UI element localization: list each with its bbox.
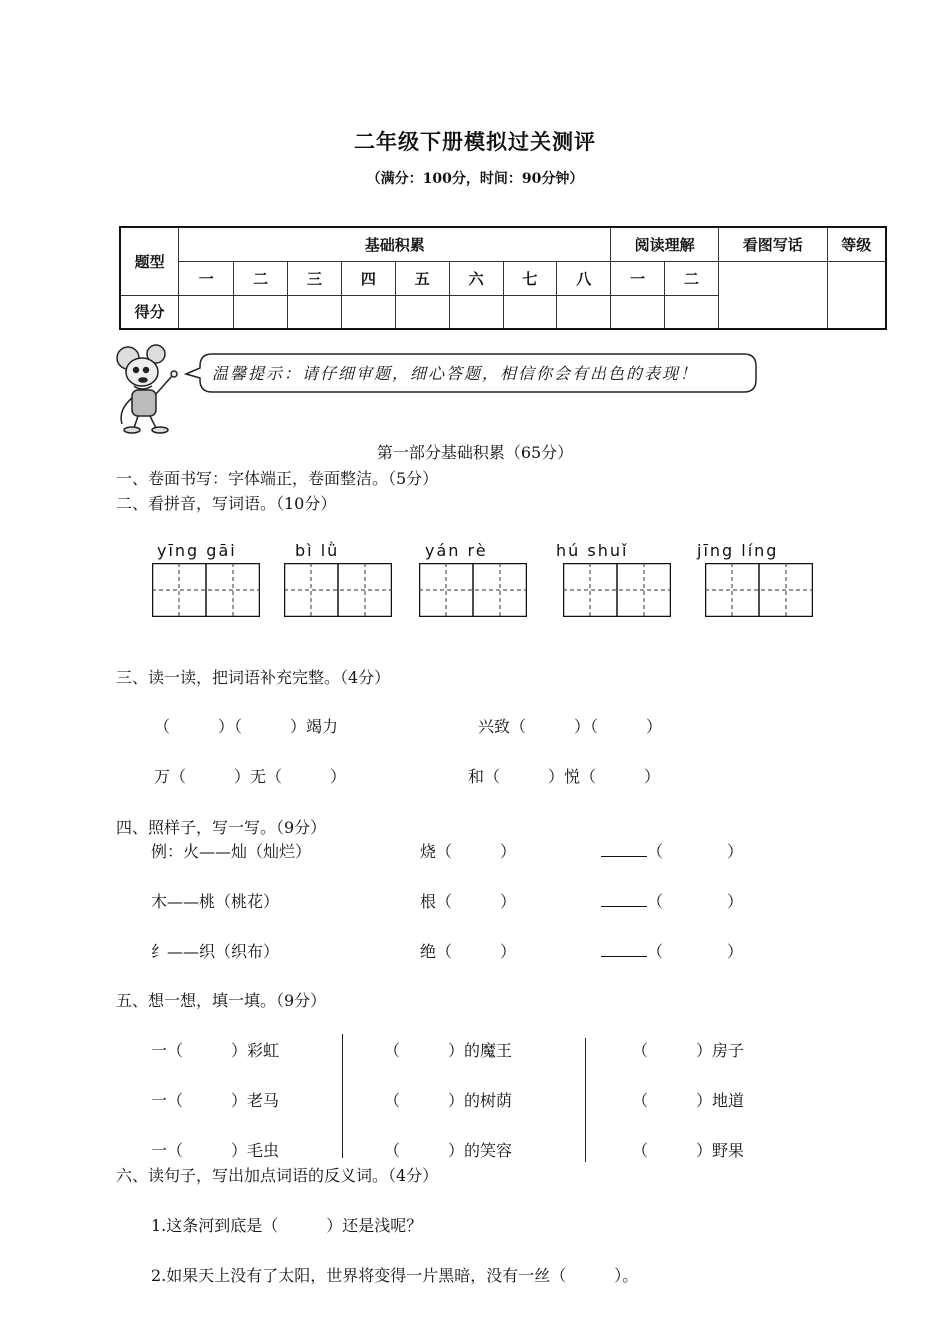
col-basic-2: 二: [234, 261, 288, 295]
pinyin-2: bì lǜ: [295, 541, 340, 560]
score-cell[interactable]: [234, 295, 288, 329]
q6-title: 六、读句子，写出加点词语的反义词。（4分）: [116, 1166, 439, 1185]
q4-tail-3[interactable]: （ ）: [647, 942, 744, 961]
grade-cell[interactable]: [827, 261, 886, 329]
q4-char-1[interactable]: 烧（ ）: [420, 842, 517, 861]
q4-char-3[interactable]: 绝（ ）: [420, 942, 517, 961]
group-reading: 阅读理解: [611, 227, 719, 261]
q6-sentence-2[interactable]: 2.如果天上没有了太阳，世界将变得一片黑暗，没有一丝（ ）。: [151, 1266, 639, 1285]
pinyin-4: hú shuǐ: [556, 541, 629, 560]
col-reading-1: 一: [611, 261, 665, 295]
q5-col1-item-2[interactable]: 一（ ）老马: [151, 1091, 280, 1110]
column-divider: [342, 1034, 343, 1158]
q4-answer-3[interactable]: [601, 939, 743, 962]
q4-answer-1[interactable]: [601, 839, 743, 862]
q4-title: 四、照样子，写一写。（9分）: [116, 818, 327, 837]
score-cell[interactable]: [611, 295, 665, 329]
q5-col3-item-1[interactable]: （ ）房子: [632, 1041, 745, 1060]
q3-row1-left[interactable]: （ ）（ ）竭力: [154, 717, 339, 736]
q3-row1-right[interactable]: 兴致（ ）（ ）: [478, 717, 663, 736]
col-basic-8: 八: [557, 261, 611, 295]
q6-sentence-1[interactable]: 1.这条河到底是（ ）还是浅呢？: [151, 1216, 423, 1235]
q3-title: 三、读一读，把词语补充完整。（4分）: [116, 668, 391, 687]
q4-answer-2[interactable]: [601, 889, 743, 912]
col-basic-5: 五: [395, 261, 449, 295]
writing-grid-3[interactable]: [419, 563, 527, 617]
col-basic-7: 七: [503, 261, 557, 295]
q5-col2-item-3[interactable]: （ ）的笑容: [384, 1141, 513, 1160]
q5-col2-item-2[interactable]: （ ）的树荫: [384, 1091, 513, 1110]
row-label-type: 题型: [120, 227, 179, 295]
pinyin-3: yán rè: [425, 541, 488, 560]
score-cell[interactable]: [665, 295, 719, 329]
score-cell[interactable]: [288, 295, 342, 329]
column-divider: [585, 1038, 586, 1162]
q4-tail-1[interactable]: （ ）: [647, 842, 744, 861]
pinyin-5: jīng líng: [697, 541, 779, 560]
answer-blank[interactable]: [601, 842, 647, 857]
group-writing: 看图写话: [718, 227, 827, 261]
part1-heading: 第一部分基础积累（65分）: [376, 443, 574, 462]
score-cell[interactable]: [449, 295, 503, 329]
writing-grid-1[interactable]: [152, 563, 260, 617]
col-basic-3: 三: [288, 261, 342, 295]
col-reading-2: 二: [665, 261, 719, 295]
group-basic: 基础积累: [179, 227, 611, 261]
q5-col1-item-1[interactable]: 一（ ）彩虹: [151, 1041, 280, 1060]
col-basic-6: 六: [449, 261, 503, 295]
group-grade: 等级: [827, 227, 886, 261]
answer-blank[interactable]: [601, 892, 647, 907]
page-subtitle: （满分：100分，时间：90分钟）: [366, 171, 584, 187]
q4-example-2: 木——桃（桃花）: [151, 892, 280, 911]
score-cell[interactable]: [179, 295, 234, 329]
q4-char-2[interactable]: 根（ ）: [420, 892, 517, 911]
q5-col3-item-3[interactable]: （ ）野果: [632, 1141, 745, 1160]
tip-text: 温馨提示：请仔细审题，细心答题，相信你会有出色的表现！: [212, 364, 699, 383]
writing-grid-5[interactable]: [705, 563, 813, 617]
score-cell[interactable]: [395, 295, 449, 329]
q4-example-3: 纟——织（织布）: [151, 942, 280, 961]
writing-score-cell[interactable]: [718, 261, 827, 329]
q3-row2-right[interactable]: 和（ ）悦（ ）: [468, 767, 661, 786]
answer-blank[interactable]: [601, 942, 647, 957]
q1-title: 一、卷面书写：字体端正，卷面整洁。（5分）: [116, 469, 439, 488]
writing-grid-4[interactable]: [563, 563, 671, 617]
score-cell[interactable]: [341, 295, 395, 329]
q5-col1-item-3[interactable]: 一（ ）毛虫: [151, 1141, 280, 1160]
writing-grid-2[interactable]: [284, 563, 392, 617]
q5-col2-item-1[interactable]: （ ）的魔王: [384, 1041, 513, 1060]
q5-col3-item-2[interactable]: （ ）地道: [632, 1091, 745, 1110]
q2-title: 二、看拼音，写词语。（10分）: [116, 494, 337, 513]
q5-title: 五、想一想，填一填。（9分）: [116, 991, 327, 1010]
col-basic-4: 四: [341, 261, 395, 295]
col-basic-1: 一: [179, 261, 234, 295]
pinyin-1: yīng gāi: [157, 541, 237, 560]
score-cell[interactable]: [503, 295, 557, 329]
mouse-mascot-icon: [112, 344, 190, 436]
q4-tail-2[interactable]: （ ）: [647, 892, 744, 911]
q4-example-1: 例：火——灿（灿烂）: [151, 842, 312, 861]
row-label-score: 得分: [120, 295, 179, 329]
page-title: 二年级下册模拟过关测评: [354, 129, 596, 154]
score-table: [119, 226, 887, 330]
q3-row2-left[interactable]: 万（ ）无（ ）: [154, 767, 347, 786]
score-cell[interactable]: [557, 295, 611, 329]
